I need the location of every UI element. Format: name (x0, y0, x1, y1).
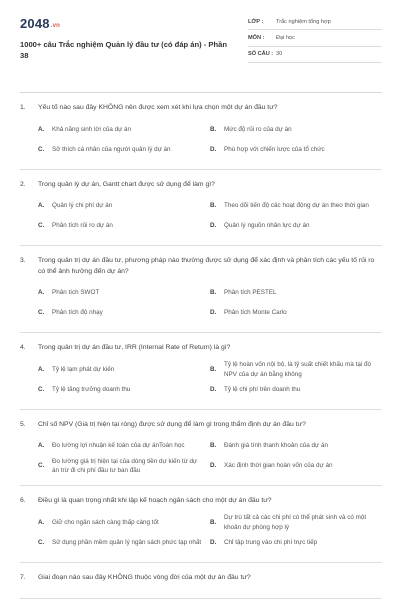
question-body: Yếu tố nào sau đây KHÔNG nên được xem xét khi lựa chọn một dự án đầu tư? (38, 104, 278, 111)
option-d[interactable] (210, 140, 382, 160)
option-letter: B. (210, 289, 217, 297)
meta-value: Trắc nghiệm tổng hợp (276, 18, 331, 25)
question-text (20, 573, 382, 584)
option-text: Sử dụng phần mềm quản lý ngân sách phức tạp nhất (52, 538, 202, 546)
option-letter: D. (210, 222, 217, 230)
question-2 (20, 180, 382, 247)
option-letter: B. (210, 202, 217, 210)
option-letter: B. (210, 365, 217, 373)
option-letter: A. (38, 365, 45, 373)
option-letter: B. (210, 125, 217, 133)
meta-label: MÔN : (248, 34, 265, 41)
meta-row-question-count (248, 47, 382, 63)
option-letter: D. (210, 145, 217, 153)
option-text: Dự trù tất cả các chi phí có thể phát sinh và có một khoản dự phòng hợp lý (224, 514, 367, 531)
question-body: Giai đoạn nào sau đây KHÔNG thuộc vòng đời của một dự án đầu tư? (38, 573, 251, 581)
option-text: Mức độ rủi ro của dự án (224, 125, 292, 133)
option-a[interactable] (38, 283, 210, 303)
question-number: 5. (20, 420, 26, 428)
question-1 (20, 103, 382, 170)
option-text: Giữ cho ngân sách càng thấp càng tốt (52, 518, 159, 526)
question-body: Trong quản trị dự án đầu tư, IRR (Internal Rate of Return) là gì? (38, 344, 231, 351)
question-number: 3. (20, 257, 26, 264)
question-number: 6. (20, 497, 26, 504)
header-divider (20, 92, 382, 93)
option-text: Quản lý chi phí dự án (52, 202, 113, 210)
meta-value: Đại học (276, 34, 295, 41)
document-header (20, 14, 382, 62)
document-title: 1000+ câu Trắc nghiệm Quản lý đầu tư (có đáp án) - Phần 38 (20, 40, 227, 60)
option-list (20, 283, 382, 323)
option-letter: C. (38, 462, 45, 470)
option-text: Quản lý nguồn nhân lực dự án (224, 222, 310, 230)
question-7 (20, 573, 382, 600)
option-a[interactable] (38, 196, 210, 216)
question-text (20, 496, 382, 507)
question-body: Điều gì là quan trọng nhất khi lập kế hoạch ngân sách cho một dự án đầu tư? (38, 497, 272, 504)
option-c[interactable] (38, 140, 210, 160)
question-text (20, 420, 382, 431)
logo-suffix: .vn (50, 23, 61, 29)
option-list (20, 360, 382, 400)
option-text: Tỷ lệ lạm phát dự kiến (52, 365, 115, 373)
option-text: Đánh giá tính thanh khoản của dự án (224, 442, 328, 450)
site-logo[interactable] (20, 16, 60, 31)
option-letter: A. (38, 125, 45, 133)
option-letter: C. (38, 538, 45, 546)
option-d[interactable] (210, 533, 382, 553)
option-b[interactable] (210, 436, 382, 456)
option-text: Theo dõi tiến độ các hoạt động dự án theo thời gian (224, 202, 369, 210)
option-d[interactable] (210, 456, 382, 476)
question-text (20, 343, 382, 354)
option-b[interactable] (210, 120, 382, 140)
question-number: 4. (20, 344, 26, 351)
option-c[interactable] (38, 533, 210, 553)
question-number: 2. (20, 180, 26, 188)
question-5 (20, 420, 382, 487)
option-letter: D. (210, 385, 217, 393)
question-number: 1. (20, 104, 26, 111)
option-text: Đo lường giá trị hiện tại của dòng tiền dự kiến từ dự án trừ đi chi phí đầu tư ban đầu (52, 457, 198, 474)
option-letter: A. (38, 442, 45, 450)
option-d[interactable] (210, 303, 382, 323)
option-b[interactable] (210, 513, 382, 533)
option-text: Sở thích cá nhân của người quản lý dự án (52, 145, 171, 153)
option-letter: D. (210, 538, 217, 546)
option-c[interactable] (38, 216, 210, 236)
option-letter: B. (210, 518, 217, 526)
option-text: Đo lường lợi nhuận kế toán của dự ánToán học (52, 442, 185, 450)
question-body: Chỉ số NPV (Giá trị hiện tại ròng) được sử dụng để làm gì trong thẩm định dự án đầu tư? (38, 420, 306, 428)
option-letter: C. (38, 309, 45, 317)
option-letter: A. (38, 518, 45, 526)
question-body: Trong quản lý dự án, Gantt chart được sử dụng để làm gì? (38, 180, 215, 188)
logo-main: 2048 (20, 16, 50, 31)
option-letter: A. (38, 202, 45, 210)
question-text (20, 256, 382, 277)
option-letter: C. (38, 222, 45, 230)
option-text: Phù hợp với chiến lược của tổ chức (224, 145, 325, 153)
option-d[interactable] (210, 216, 382, 236)
option-text: Chỉ tập trung vào chi phí trực tiếp (224, 538, 318, 546)
meta-label: SỐ CÂU : (248, 51, 274, 58)
document-meta (248, 14, 382, 63)
option-text: Phân tích PESTEL (224, 289, 277, 297)
option-letter: A. (38, 289, 45, 297)
option-b[interactable] (210, 360, 382, 380)
question-list (20, 103, 382, 600)
option-c[interactable] (38, 380, 210, 400)
question-4 (20, 343, 382, 410)
option-c[interactable] (38, 303, 210, 323)
question-text (20, 103, 382, 114)
meta-row-subject (248, 30, 382, 46)
option-text: Phân tích Monte Carlo (224, 309, 287, 317)
option-list (20, 120, 382, 160)
meta-row-class (248, 14, 382, 30)
question-6 (20, 496, 382, 563)
question-number: 7. (20, 573, 26, 581)
option-text: Khả năng sinh lời của dự án (52, 125, 132, 133)
option-text: Xác định thời gian hoàn vốn của dự án (224, 462, 333, 470)
option-text: Tỷ lệ tăng trưởng doanh thu (52, 385, 131, 393)
option-a[interactable] (38, 436, 210, 456)
option-a[interactable] (38, 360, 210, 380)
option-text: Phân tích SWOT (52, 289, 100, 297)
option-list (20, 513, 382, 553)
option-letter: B. (210, 442, 217, 450)
question-3 (20, 256, 382, 333)
option-text: Phân tích độ nhạy (52, 309, 103, 317)
option-letter: C. (38, 145, 45, 153)
option-text: Phân tích rủi ro dự án (52, 222, 113, 230)
option-list (20, 436, 382, 476)
option-a[interactable] (38, 120, 210, 140)
option-list (20, 196, 382, 236)
option-text: Tỷ lệ hoàn vốn nội bộ, là tỷ suất chiết khấu mà tại đó NPV của dự án bằng không (224, 361, 372, 378)
option-b[interactable] (210, 283, 382, 303)
option-letter: C. (38, 385, 45, 393)
option-c[interactable] (38, 456, 210, 476)
meta-label: LỚP : (248, 18, 264, 25)
question-body: Trong quản trị dự án đầu tư, phương pháp nào thường được sử dụng để xác định và phân tích các yếu tố rủi ro có thể ảnh hưởng đến dự án? (38, 257, 375, 275)
option-text: Tỷ lệ chi phí trên doanh thu (224, 385, 301, 393)
option-a[interactable] (38, 513, 210, 533)
option-d[interactable] (210, 380, 382, 400)
question-text (20, 180, 382, 191)
meta-value: 30 (276, 51, 283, 58)
option-letter: D. (210, 462, 217, 470)
option-b[interactable] (210, 196, 382, 216)
option-letter: D. (210, 309, 217, 317)
